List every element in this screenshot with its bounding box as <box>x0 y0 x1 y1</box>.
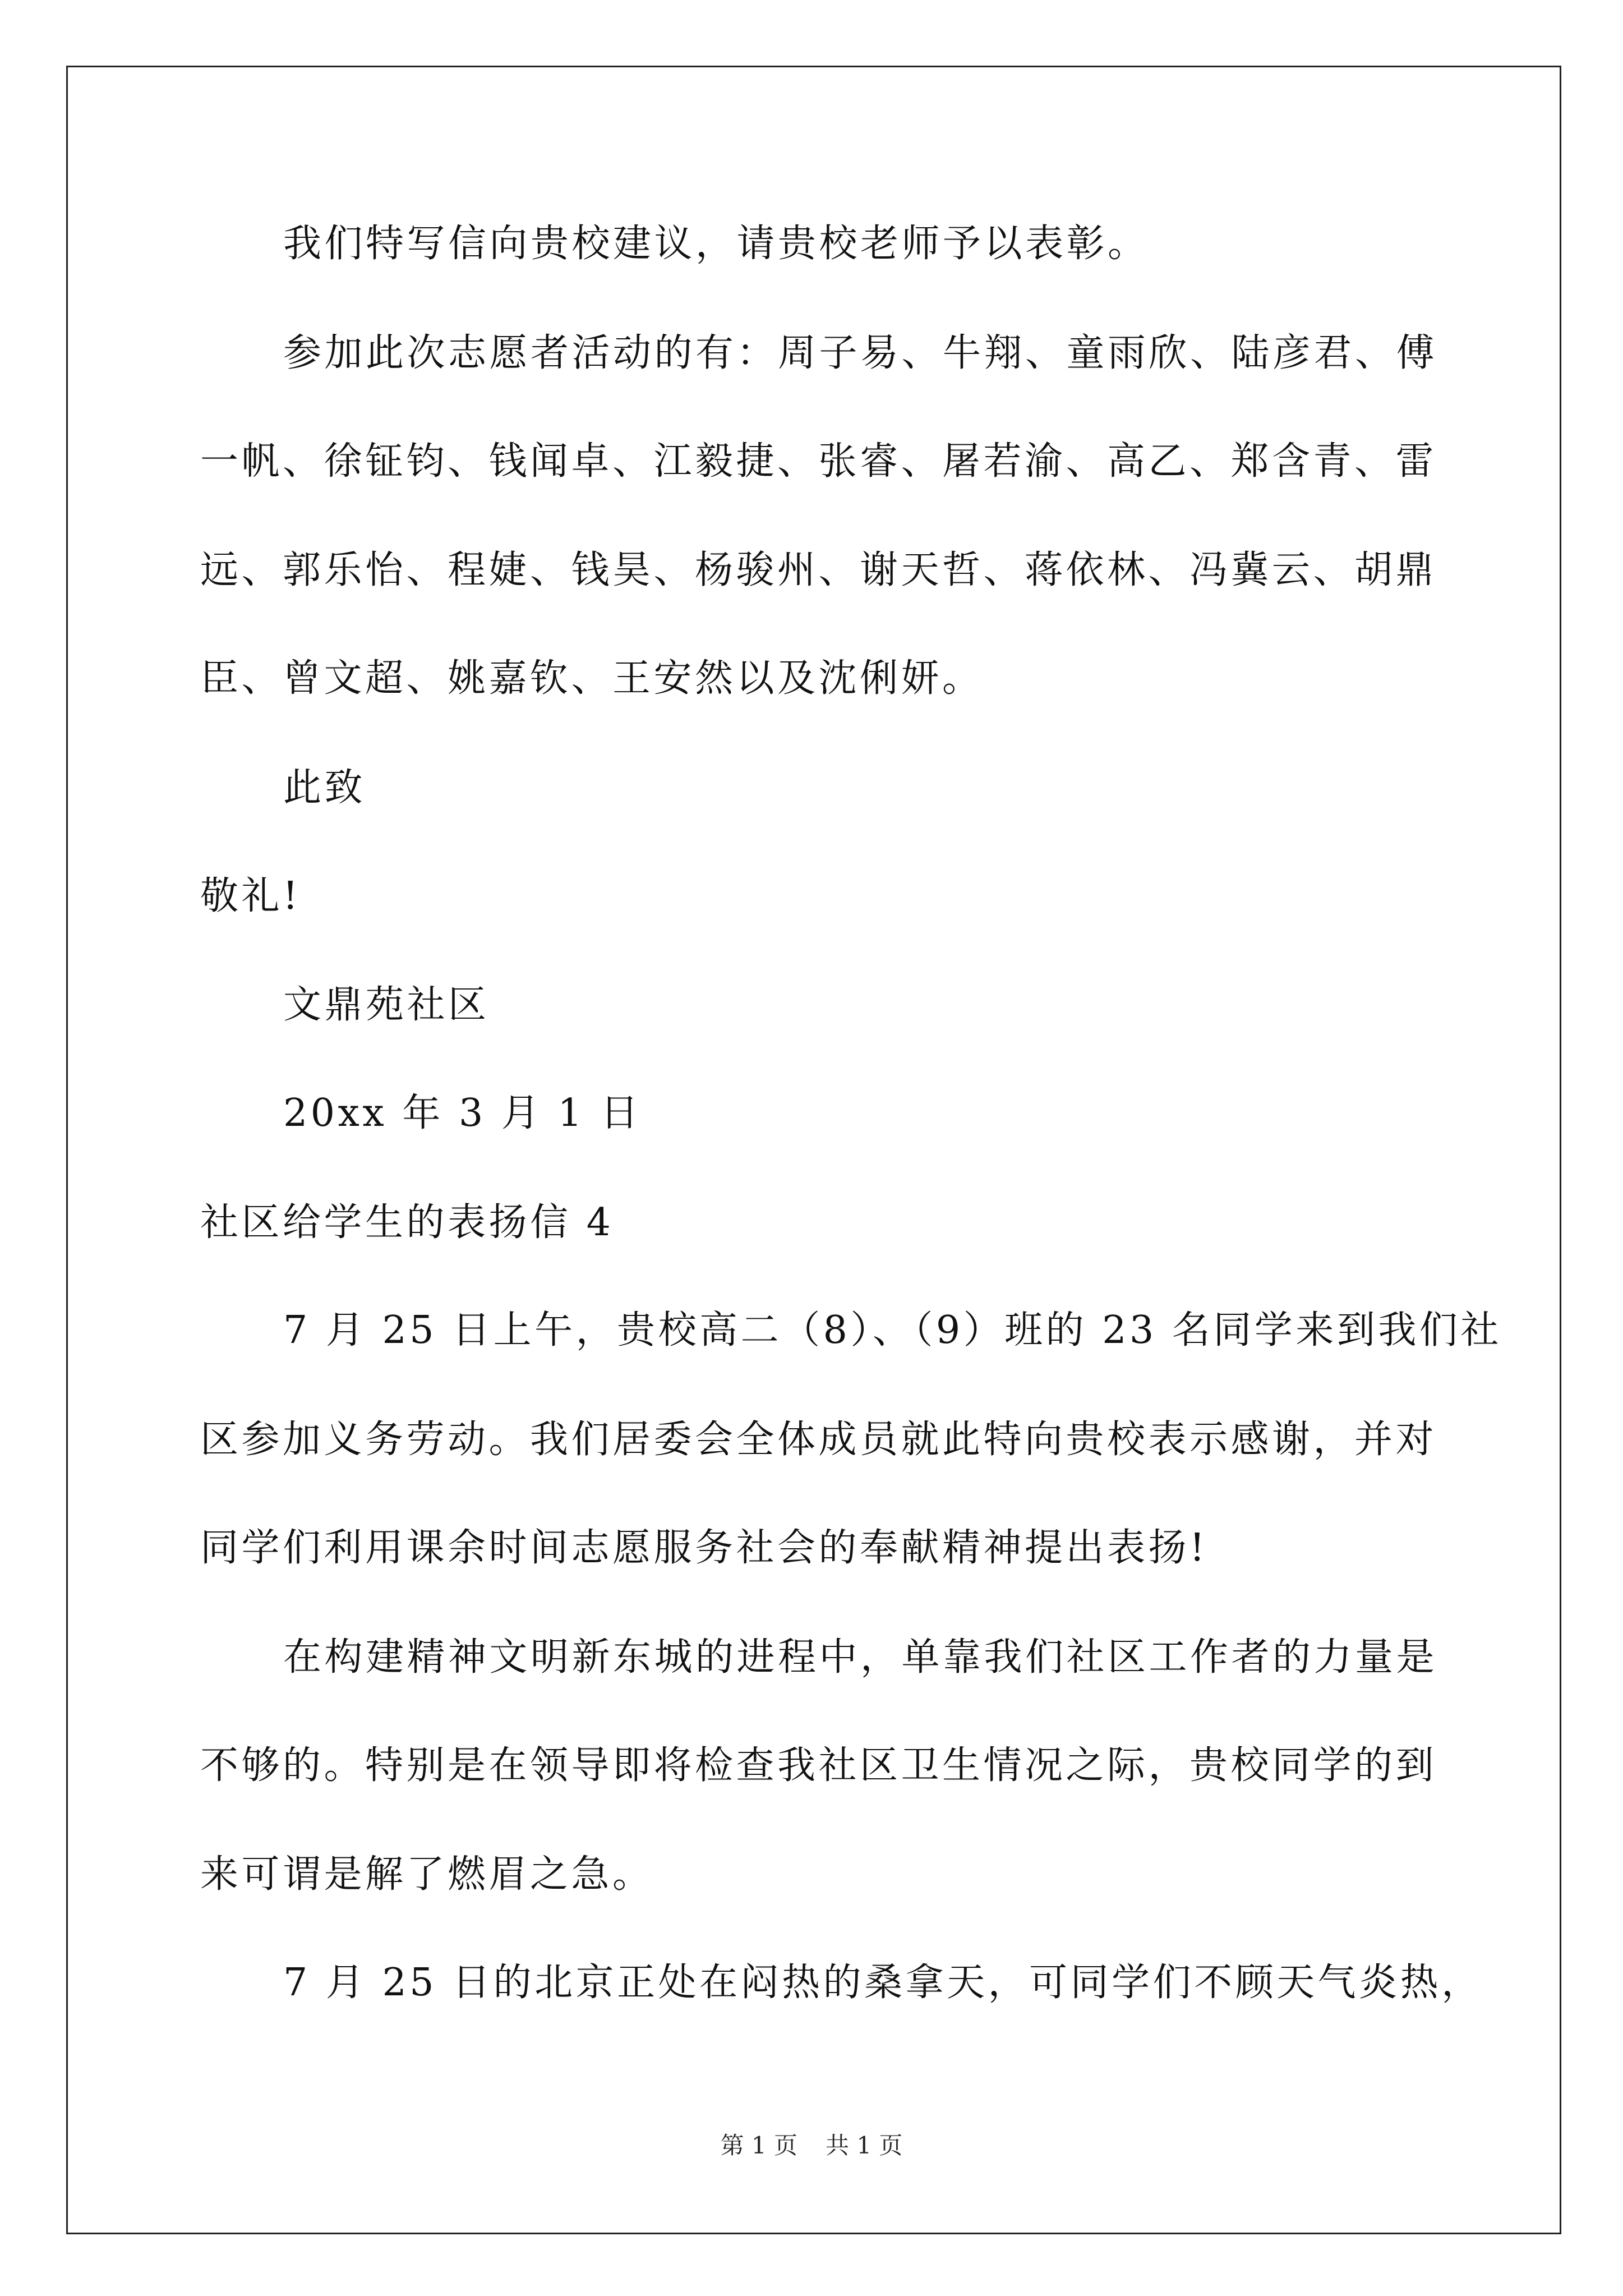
text-line: 不够的。特别是在领导即将检查我社区卫生情况之际，贵校同学的到 <box>200 1743 1437 1788</box>
page-number: 第 1 页 <box>720 2132 797 2159</box>
signature: 文鼎苑社区 <box>283 983 490 1027</box>
text-line: 同学们利用课余时间志愿服务社会的奉献精神提出表扬! <box>200 1526 1208 1570</box>
text-line: 7 月 25 日上午，贵校高二（8）、（9）班的 23 名同学来到我们社 <box>283 1308 1502 1352</box>
text-line: 我们特写信向贵校建议，请贵校老师予以表彰。 <box>283 222 1149 266</box>
page-footer <box>0 2132 1623 2160</box>
text-line: 臣、曾文超、姚嘉钦、王安然以及沈俐妍。 <box>200 656 984 701</box>
closing-respect: 敬礼! <box>200 874 301 918</box>
page-border <box>66 66 1561 2234</box>
text-line: 一帆、徐钲钧、钱闻卓、江毅捷、张睿、屠若渝、高乙、郑含青、雷 <box>200 439 1437 484</box>
text-line: 区参加义务劳动。我们居委会全体成员就此特向贵校表示感谢，并对 <box>200 1418 1437 1462</box>
page-total: 共 1 页 <box>826 2132 903 2159</box>
text-line: 7 月 25 日的北京正处在闷热的桑拿天，可同学们不顾天气炎热， <box>283 1961 1483 2005</box>
date: 20xx 年 3 月 1 日 <box>283 1091 642 1135</box>
text-line: 参加此次志愿者活动的有：周子易、牛翔、童雨欣、陆彦君、傅 <box>283 331 1438 375</box>
text-line: 来可谓是解了燃眉之急。 <box>200 1852 654 1897</box>
section-heading: 社区给学生的表扬信 4 <box>200 1200 614 1245</box>
text-line: 远、郭乐怡、程婕、钱昊、杨骏州、谢天哲、蒋依林、冯冀云、胡鼎 <box>200 548 1437 592</box>
text-line: 在构建精神文明新东城的进程中，单靠我们社区工作者的力量是 <box>283 1635 1438 1680</box>
closing-salutation: 此致 <box>283 766 366 810</box>
